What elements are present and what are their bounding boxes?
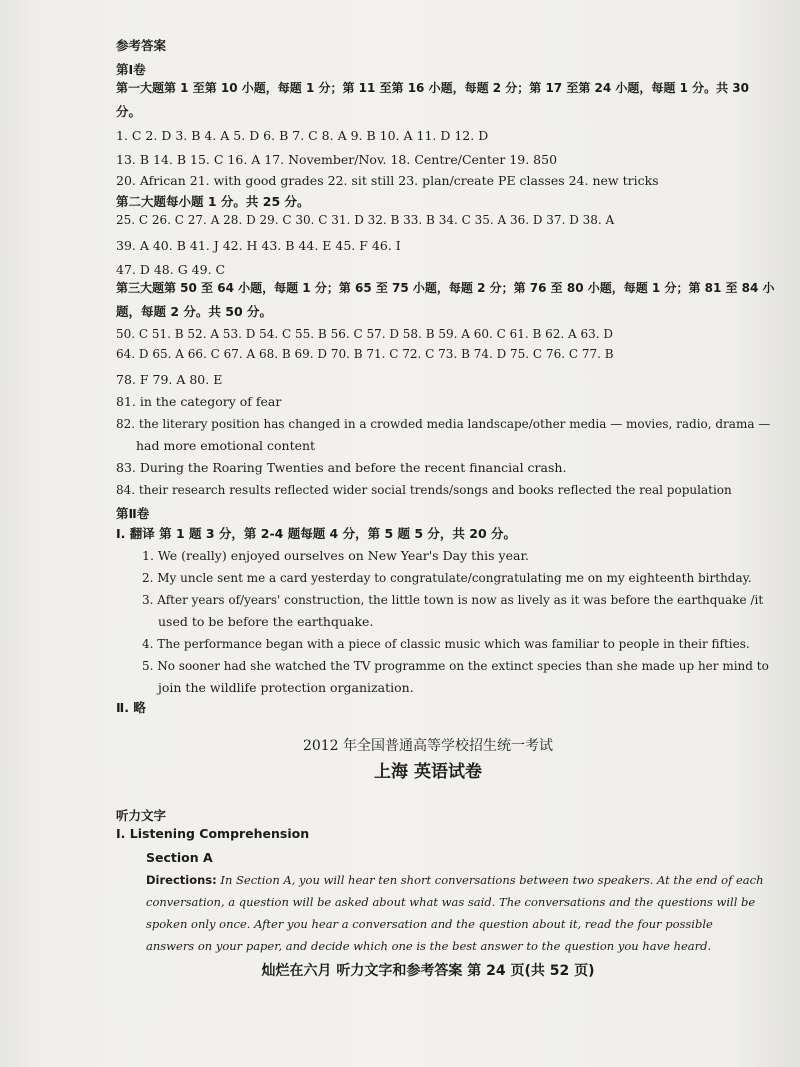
exam-subtitle: 上海 英语试卷 bbox=[374, 762, 482, 782]
translation-line: 5. No sooner had she watched the TV programme on the extinct species than she made up her mind to bbox=[142, 659, 769, 673]
directions-line: spoken only once. After you hear a conversation and the question about it, read the four possible bbox=[146, 917, 713, 931]
answer-line: 47. D 48. G 49. C bbox=[116, 262, 226, 277]
translation-line: join the wildlife protection organization. bbox=[158, 680, 414, 695]
directions-line: conversation, a question will be asked about what was said. The conversations and the questions will be bbox=[146, 895, 756, 909]
answer-line: had more emotional content bbox=[136, 438, 316, 453]
exam-title: 2012 年全国普通高等学校招生统一考试 bbox=[302, 738, 554, 754]
page-footer: 灿烂在六月 听力文字和参考答案 第 24 页(共 52 页) bbox=[261, 963, 595, 979]
part-1-scoring: 第一大题第 1 至第 10 小题，每题 1 分；第 11 至第 16 小题，每题 2 分；第 17 至第 24 小题，每题 1 分。共 30 bbox=[116, 81, 749, 95]
translation-line: 4. The performance began with a piece of classic music which was familiar to people in their fifties. bbox=[142, 637, 750, 651]
translation-line: 2. My uncle sent me a card yesterday to congratulate/congratulating me on my eighteenth birthday. bbox=[142, 571, 752, 585]
answer-line: 78. F 79. A 80. E bbox=[116, 372, 223, 387]
answer-line: 82. the literary position has changed in a crowded media landscape/other media — movies, radio, drama — bbox=[116, 417, 771, 431]
answer-line: 20. African 21. with good grades 22. sit still 23. plan/create PE classes 24. new tricks bbox=[116, 173, 659, 188]
answer-line: 84. their research results reflected wider social trends/songs and books reflected the real population bbox=[116, 483, 732, 497]
answer-line: 50. C 51. B 52. A 53. D 54. C 55. B 56. C 57. D 58. B 59. A 60. C 61. B 62. A 63. D bbox=[116, 327, 614, 341]
translation-line: used to be before the earthquake. bbox=[158, 614, 374, 629]
directions-line: answers on your paper, and decide which one is the best answer to the question you have heard. bbox=[146, 939, 712, 953]
reference-answers-title: 参考答案 bbox=[116, 38, 167, 53]
section-a-heading: Section A bbox=[146, 850, 213, 865]
answer-line: 25. C 26. C 27. A 28. D 29. C 30. C 31. D 32. B 33. B 34. C 35. A 36. D 37. D 38. A bbox=[116, 213, 615, 227]
part-3-scoring: 第三大题第 50 至 64 小题，每题 1 分；第 65 至 75 小题，每题 2 分；第 76 至 80 小题，每题 1 分；第 81 至 84 小 bbox=[116, 281, 775, 295]
part-1-scoring-tail: 分。 bbox=[116, 104, 142, 119]
answer-line: 39. A 40. B 41. J 42. H 43. B 44. E 45. F 46. I bbox=[116, 238, 401, 253]
volume-2-heading: 第Ⅱ卷 bbox=[116, 506, 150, 521]
listening-text-label: 听力文字 bbox=[116, 808, 167, 823]
listening-heading: Ⅰ. Listening Comprehension bbox=[116, 826, 310, 841]
answer-line: 83. During the Roaring Twenties and before the recent financial crash. bbox=[116, 460, 567, 475]
answer-line: 1. C 2. D 3. B 4. A 5. D 6. B 7. C 8. A 9. B 10. A 11. D 12. D bbox=[116, 128, 489, 143]
directions-label: Directions: bbox=[146, 873, 217, 887]
directions-text: In Section A, you will hear ten short conversations between two speakers. At the end of each bbox=[220, 873, 764, 887]
translation-line: 3. After years of/years' construction, the little town is now as lively as it was before the earthquake /it bbox=[142, 593, 764, 607]
translation-heading: Ⅰ. 翻译 第 1 题 3 分，第 2-4 题每题 4 分，第 5 题 5 分，共 20 分。 bbox=[116, 526, 516, 541]
answer-line: 64. D 65. A 66. C 67. A 68. B 69. D 70. B 71. C 72. C 73. B 74. D 75. C 76. C 77. B bbox=[116, 347, 614, 361]
translation-line: 1. We (really) enjoyed ourselves on New Year's Day this year. bbox=[142, 548, 530, 563]
essay-note: Ⅱ. 略 bbox=[116, 700, 146, 715]
part-2-scoring: 第二大题每小题 1 分。共 25 分。 bbox=[116, 194, 310, 209]
directions-line-1 bbox=[146, 872, 763, 888]
part-3-scoring-tail: 题，每题 2 分。共 50 分。 bbox=[116, 304, 273, 319]
answer-line: 81. in the category of fear bbox=[116, 394, 282, 409]
answer-line: 13. B 14. B 15. C 16. A 17. November/Nov. 18. Centre/Center 19. 850 bbox=[116, 152, 558, 167]
volume-1-heading: 第Ⅰ卷 bbox=[116, 62, 146, 77]
